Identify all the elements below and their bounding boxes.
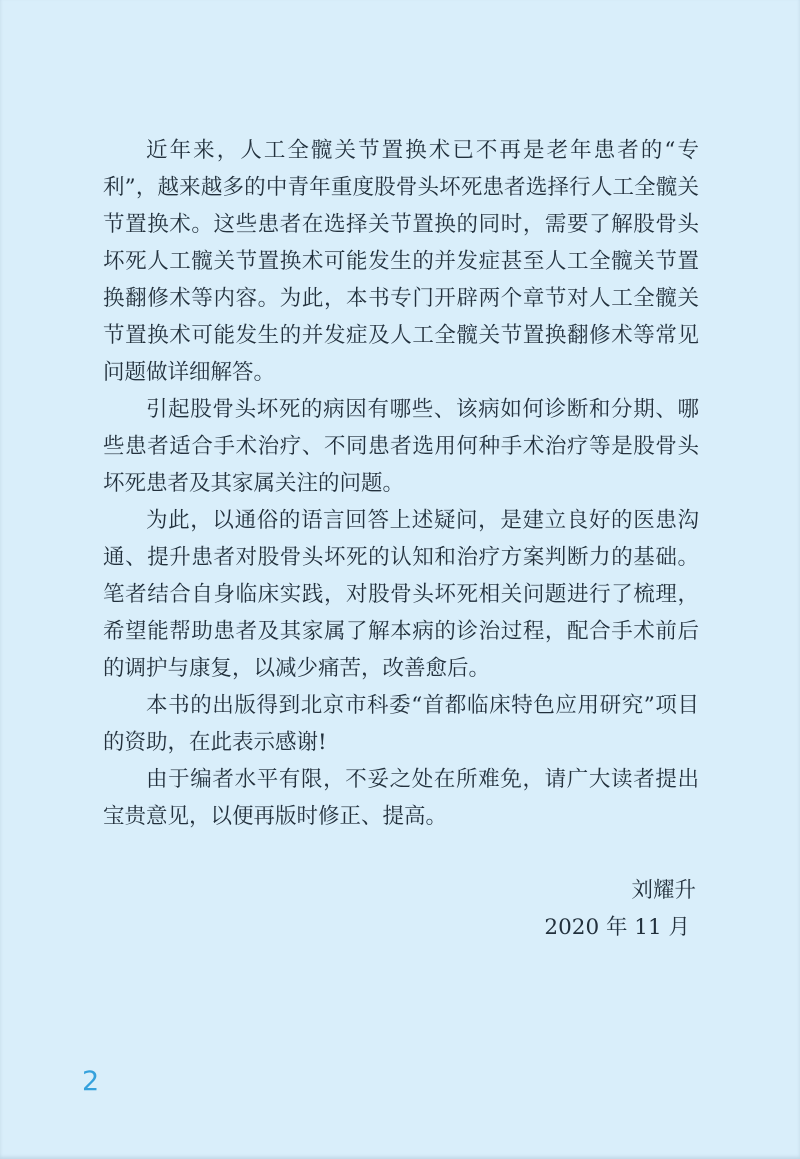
- body-paragraph-2: 引起股骨头坏死的病因有哪些、该病如何诊断和分期、哪些患者适合手术治疗、不同患者选用何种手术治疗等是股骨头坏死患者及其家属关注的问题。: [103, 397, 699, 496]
- author-name: 刘耀升: [631, 878, 696, 903]
- body-paragraph-1: 近年来，人工全髋关节置换术已不再是老年患者的“专利”，越来越多的中青年重度股骨头坏死患者选择行人工全髋关节置换术。这些患者在选择关节置换的同时，需要了解股骨头坏死人工髋关节置换术可能发生的并发症甚至人工全髋关节置换翻修术等内容。为此，本书专门开辟两个章节对人工全髋关节置换术可能发生的并发症及人工全髋关节置换翻修术等常见问题做详细解答。: [103, 138, 699, 385]
- body-paragraph-5: 由于编者水平有限，不妥之处在所难免，请广大读者提出宝贵意见，以便再版时修正、提高。: [103, 767, 699, 829]
- body-paragraph-3: 为此，以通俗的语言回答上述疑问，是建立良好的医患沟通、提升患者对股骨头坏死的认知和治疗方案判断力的基础。笔者结合自身临床实践，对股骨头坏死相关问题进行了梳理，希望能帮助患者及其家属了解本病的诊治过程，配合手术前后的调护与康复，以减少痛苦，改善愈后。: [103, 508, 699, 681]
- page-content: [103, 132, 699, 946]
- page-number: 2: [82, 1066, 100, 1097]
- signature-block: [103, 872, 699, 946]
- publication-date: 2020 年 11 月: [544, 915, 690, 940]
- body-paragraph-4: 本书的出版得到北京市科委“首都临床特色应用研究”项目的资助，在此表示感谢!: [103, 693, 699, 755]
